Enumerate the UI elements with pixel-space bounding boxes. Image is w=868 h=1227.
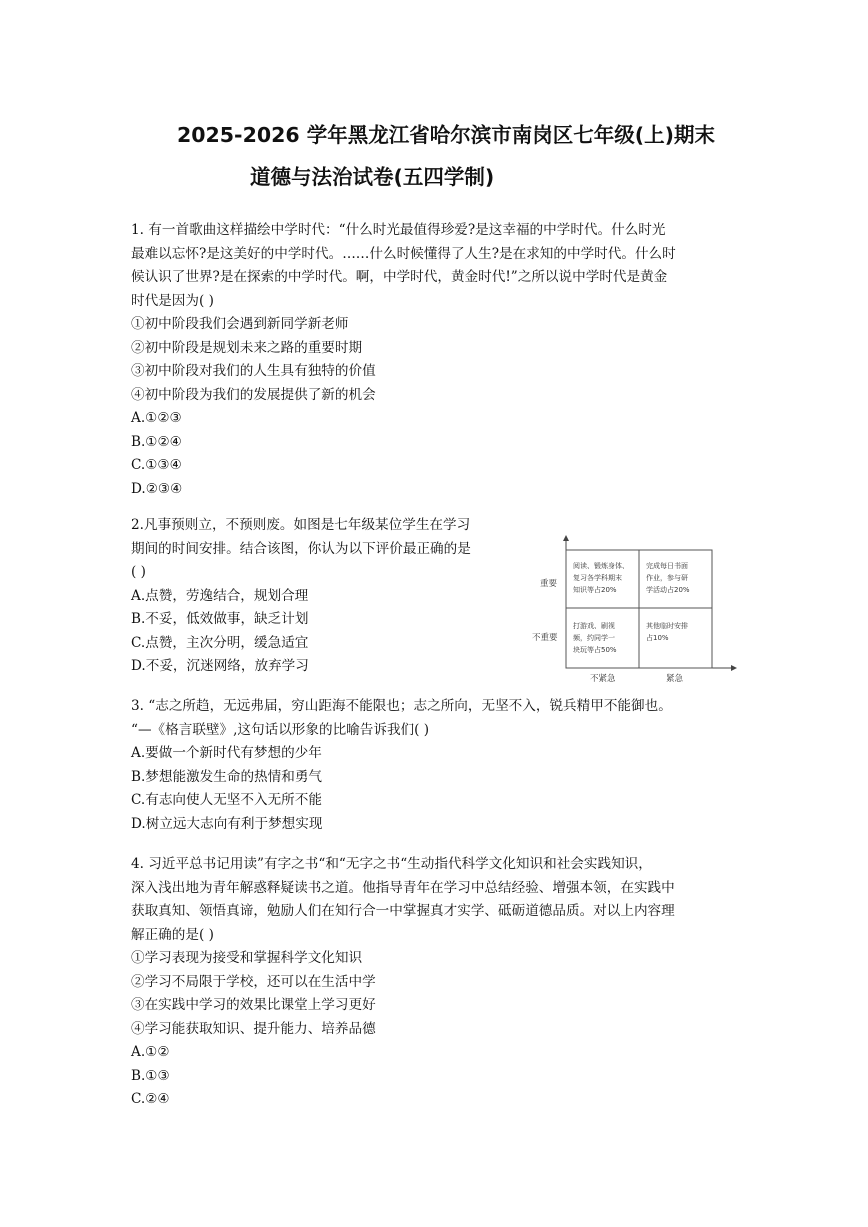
- question-stem-line: 深入浅出地为青年解惑释疑读书之道。他指导青年在学习中总结经验、增强本领，在实践中: [131, 879, 675, 896]
- answer-option-a: A.①②: [131, 1044, 170, 1060]
- answer-option-c: C.②④: [131, 1091, 170, 1107]
- x-label-urgent: 紧急: [666, 674, 684, 684]
- question-stem-line: 2.凡事预则立，不预则废。如图是七年级某位学生在学习: [131, 517, 471, 533]
- answer-option-d: D.树立远大志向有利于梦想实现: [131, 815, 323, 832]
- cell-important-not-urgent: 知识等占20%: [573, 586, 617, 594]
- x-label-not-urgent: 不紧急: [590, 674, 616, 684]
- cell-unimportant-urgent: 其他临时安排: [646, 622, 688, 630]
- answer-option-a: A.要做一个新时代有梦想的少年: [131, 745, 322, 761]
- cell-important-urgent: 作业，参与研: [646, 574, 688, 582]
- statement-item: ④初中阶段为我们的发展提供了新的机会: [131, 386, 376, 403]
- question-stem-line: 1. 有一首歌曲这样描绘中学时代：“什么时光最值得珍爱?是这幸福的中学时代。什么时光: [131, 222, 666, 238]
- statement-item: ①学习表现为接受和掌握科学文化知识: [131, 950, 363, 966]
- cell-unimportant-not-urgent: 打游戏、刷视: [573, 622, 615, 630]
- statement-item: ②初中阶段是规划未来之路的重要时期: [131, 339, 363, 356]
- cell-important-not-urgent: 复习各学科期末: [573, 574, 622, 582]
- time-quadrant-figure: [528, 530, 740, 690]
- quadrant-svg: [528, 530, 740, 690]
- cell-important-urgent: 学活动占20%: [646, 586, 690, 594]
- exam-title-line1: 2025-2026 学年黑龙江省哈尔滨市南岗区七年级(上)期末: [177, 123, 715, 147]
- statement-item: ③初中阶段对我们的人生具有独特的价值: [131, 363, 376, 379]
- y-label-important: 重要: [540, 579, 558, 589]
- answer-option-c: C.有志向使人无坚不入无所不能: [131, 792, 322, 808]
- cell-important-not-urgent: 阅读、锻炼身体、: [573, 562, 629, 570]
- question-stem-line: 解正确的是( ): [131, 926, 214, 943]
- statement-item: ④学习能获取知识、提升能力、培养品德: [131, 1020, 376, 1037]
- question-stem-line: 最难以忘怀?是这美好的中学时代。……什么时候懂得了人生?是在求知的中学时代。什么时: [131, 245, 676, 262]
- question-stem-line: 候认识了世界?是在探索的中学时代。啊，中学时代，黄金时代!”之所以说中学时代是黄金: [131, 269, 668, 285]
- question-3: [131, 695, 672, 836]
- cell-unimportant-not-urgent: 块玩等占50%: [573, 646, 617, 654]
- exam-title-line2: 道德与法治试卷(五四学制): [250, 165, 495, 189]
- question-stem-line: “—《格言联壁》,这句话以形象的比喻告诉我们( ): [131, 721, 430, 738]
- question-2: [131, 514, 471, 679]
- statement-item: ①初中阶段我们会遇到新同学新老师: [131, 316, 349, 332]
- cell-unimportant-not-urgent: 频，约同学一: [573, 634, 615, 642]
- answer-option-b: B.①②④: [131, 433, 182, 450]
- answer-option-d: D.不妥，沉迷网络，放弃学习: [131, 658, 309, 674]
- question-stem-line: 时代是因为( ): [131, 292, 214, 309]
- cell-unimportant-urgent: 占10%: [646, 634, 669, 642]
- question-stem-line: 3. “志之所趋，无远弗届，穷山距海不能限也；志之所向，无坚不入，锐兵精甲不能御也。: [131, 698, 672, 714]
- answer-option-d: D.②③④: [131, 480, 183, 497]
- question-stem-line: 获取真知、领悟真谛，勉励人们在知行合一中掌握真才实学、砥砺道德品质。对以上内容理: [131, 903, 675, 919]
- statement-item: ③在实践中学习的效果比课堂上学习更好: [131, 997, 376, 1013]
- answer-option-c: C.①③④: [131, 457, 182, 473]
- answer-option-a: A.①②③: [131, 410, 182, 426]
- statement-item: ②学习不局限于学校，还可以在生活中学: [131, 973, 376, 990]
- question-stem-line: 4. 习近平总书记用读”有字之书“和“无字之书“生动指代科学文化知识和社会实践知识，: [131, 856, 652, 872]
- answer-option-b: B.①③: [131, 1067, 170, 1084]
- answer-option-a: A.点赞，劳逸结合，规划合理: [131, 587, 309, 604]
- y-label-unimportant: 不重要: [532, 633, 558, 643]
- question-stem-line: 期间的时间安排。结合该图，你认为以下评价最正确的是: [131, 540, 471, 557]
- answer-option-c: C.点赞，主次分明，缓急适宜: [131, 634, 309, 651]
- question-1: [131, 219, 676, 501]
- answer-option-b: B.不妥，低效做事，缺乏计划: [131, 611, 309, 627]
- question-stem-line: ( ): [131, 564, 146, 580]
- question-4: [131, 853, 675, 1112]
- cell-important-urgent: 完成每日书面: [646, 562, 688, 570]
- answer-option-b: B.梦想能激发生命的热情和勇气: [131, 768, 323, 785]
